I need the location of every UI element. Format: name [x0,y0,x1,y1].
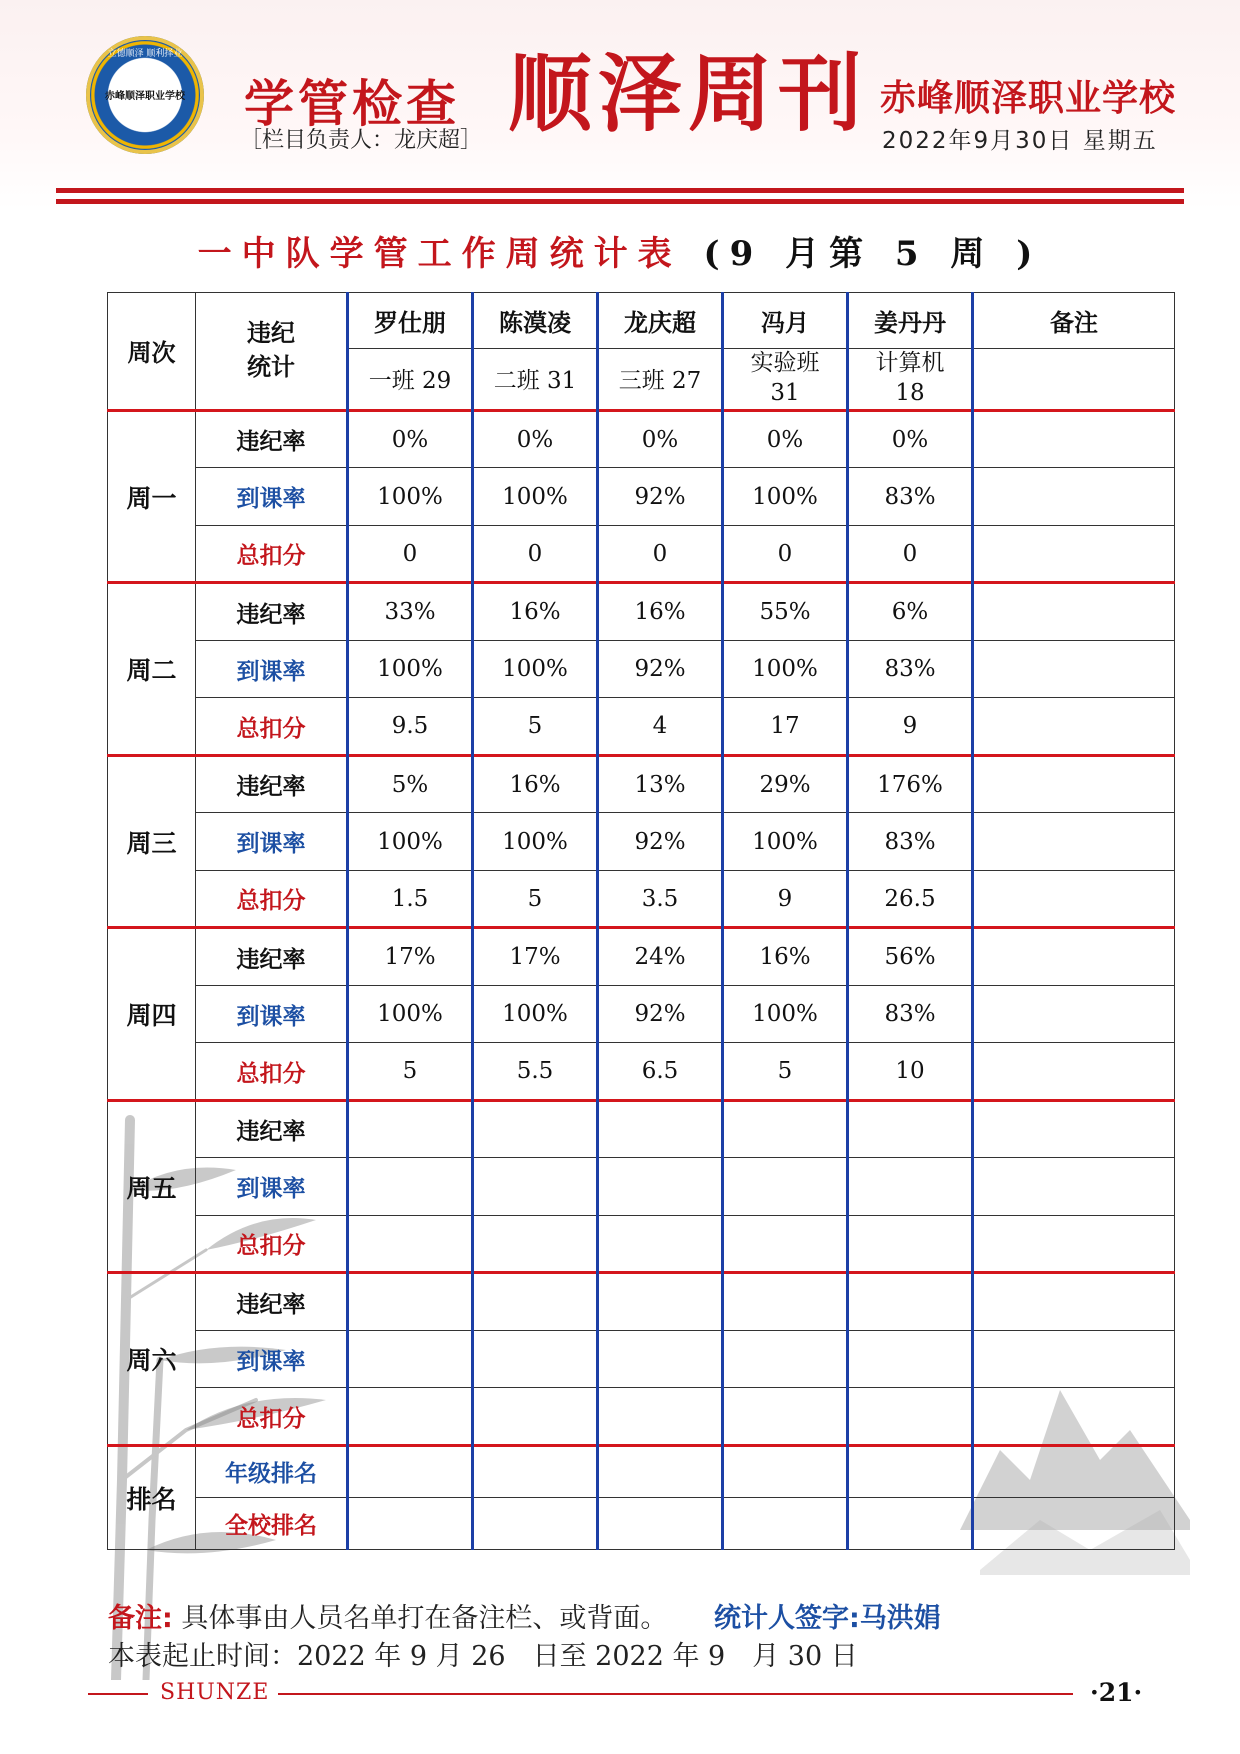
value-cell: 5% [348,755,473,813]
value-cell: 100% [473,985,598,1043]
leader-3: 龙庆超 [598,293,723,349]
remark-cell [973,640,1175,698]
note-text: 具体事由人员名单打在备注栏、或背面。 [181,1603,668,1634]
value-cell: 100% [473,813,598,871]
header-rule-bottom [56,199,1184,204]
day-row [108,813,1175,871]
class-3: 三班 27 [598,349,723,411]
magazine-title: 顺泽周刊 [508,44,869,143]
value-cell [348,1388,473,1446]
value-cell [473,1273,598,1331]
metric-label: 总扣分 [196,1388,348,1446]
value-cell: 0% [473,410,598,468]
remark-cell [973,985,1175,1043]
value-cell: 5 [473,698,598,756]
value-cell [348,1497,473,1549]
value-cell: 100% [348,985,473,1043]
footer-rule-left [88,1693,148,1695]
value-cell [348,1100,473,1158]
value-cell [848,1497,973,1549]
value-cell: 83% [848,985,973,1043]
metric-label: 总扣分 [196,870,348,928]
ranking-row [108,1445,1175,1497]
value-cell [723,1100,848,1158]
logo-motto: 立德顺泽 顺利择业 [107,49,183,59]
value-cell: 13% [598,755,723,813]
value-cell [598,1100,723,1158]
value-cell: 176% [848,755,973,813]
day-row [108,525,1175,583]
value-cell: 6.5 [598,1043,723,1101]
value-cell: 5.5 [473,1043,598,1101]
value-cell [598,1497,723,1549]
metric-label: 总扣分 [196,525,348,583]
day-rows [108,410,1175,1549]
class-1: 一班 29 [348,349,473,411]
value-cell: 100% [723,640,848,698]
day-row [108,1330,1175,1388]
table-title [0,226,1240,275]
value-cell [598,1388,723,1446]
issue-date: 2022年9月30日 星期五 [882,128,1158,154]
value-cell: 0 [723,525,848,583]
value-cell: 16% [598,583,723,641]
note-label: 备注: [108,1603,173,1634]
value-cell [598,1273,723,1331]
day-row [108,410,1175,468]
remark-cell [973,1497,1175,1549]
value-cell [848,1330,973,1388]
value-cell: 0 [598,525,723,583]
class-5: 计算机 18 [848,349,973,411]
value-cell: 33% [348,583,473,641]
remark-cell [973,698,1175,756]
value-cell: 0 [348,525,473,583]
header-rule-top [56,188,1184,193]
week-header: 周次 [108,293,196,411]
value-cell: 0% [848,410,973,468]
value-cell [848,1273,973,1331]
metric-label: 到课率 [196,1330,348,1388]
day-row [108,928,1175,986]
day-row [108,1158,1175,1216]
value-cell [473,1445,598,1497]
metric-label: 到课率 [196,813,348,871]
day-row [108,583,1175,641]
value-cell: 0 [473,525,598,583]
remark-cell [973,468,1175,526]
metric-label: 总扣分 [196,698,348,756]
footer-rule-right [278,1693,1073,1695]
value-cell: 55% [723,583,848,641]
metric-label: 违纪率 [196,755,348,813]
table-title-week: (9 月第 5 周 ) [703,234,1043,274]
value-cell: 17% [348,928,473,986]
day-row [108,640,1175,698]
day-row [108,468,1175,526]
value-cell [473,1497,598,1549]
value-cell: 100% [723,813,848,871]
day-label: 周六 [108,1273,196,1446]
value-cell [723,1273,848,1331]
metric-label: 违纪率 [196,583,348,641]
value-cell: 3.5 [598,870,723,928]
remark-cell [973,755,1175,813]
value-cell [598,1445,723,1497]
metric-label: 违纪率 [196,1100,348,1158]
leader-2: 陈漠凌 [473,293,598,349]
value-cell: 16% [473,755,598,813]
value-cell: 5 [348,1043,473,1101]
day-row [108,1043,1175,1101]
ranking-type: 年级排名 [196,1445,348,1497]
value-cell: 26.5 [848,870,973,928]
remark-cell [973,1043,1175,1101]
value-cell [723,1388,848,1446]
ranking-label: 排名 [108,1445,196,1549]
value-cell: 92% [598,468,723,526]
value-cell [473,1330,598,1388]
value-cell: 16% [473,583,598,641]
signer: 统计人签字:马洪娟 [714,1603,941,1634]
day-row [108,1100,1175,1158]
leader-1: 罗仕朋 [348,293,473,349]
table-title-text: 一中队学管工作周统计表 [197,234,682,274]
remark-cell [973,1215,1175,1273]
value-cell: 83% [848,468,973,526]
leader-4: 冯月 [723,293,848,349]
value-cell: 6% [848,583,973,641]
value-cell: 100% [348,468,473,526]
value-cell [848,1215,973,1273]
value-cell [348,1330,473,1388]
remark-cell [973,583,1175,641]
day-row [108,1215,1175,1273]
remark-cell [973,1273,1175,1331]
remark-header: 备注 [973,293,1175,349]
value-cell [723,1215,848,1273]
column-editor: ［栏目负责人：龙庆超］ [240,128,483,153]
remark-subheader [973,349,1175,411]
value-cell: 100% [473,640,598,698]
metric-label: 到课率 [196,468,348,526]
ranking-type: 全校排名 [196,1497,348,1549]
value-cell [723,1330,848,1388]
value-cell: 9.5 [348,698,473,756]
metric-label: 到课率 [196,640,348,698]
value-cell: 0 [848,525,973,583]
day-row [108,985,1175,1043]
period-text: 本表起止时间：2022 年 9 月 26 日至 2022 年 9 月 30 日 [108,1641,858,1672]
value-cell: 92% [598,813,723,871]
day-label: 周二 [108,583,196,756]
value-cell: 92% [598,640,723,698]
value-cell [848,1158,973,1216]
logo-school-name: 赤峰顺泽职业学校 [105,91,185,102]
value-cell: 5 [473,870,598,928]
value-cell: 100% [348,640,473,698]
value-cell: 16% [723,928,848,986]
value-cell [473,1388,598,1446]
brand-mark: SHUNZE [160,1680,270,1705]
value-cell: 17 [723,698,848,756]
value-cell: 100% [473,468,598,526]
value-cell [348,1215,473,1273]
school-name: 赤峰顺泽职业学校 [880,78,1177,119]
remark-cell [973,1330,1175,1388]
value-cell [598,1158,723,1216]
value-cell [848,1445,973,1497]
value-cell: 1.5 [348,870,473,928]
value-cell: 5 [723,1043,848,1101]
value-cell [848,1100,973,1158]
remark-cell [973,1100,1175,1158]
metric-label: 总扣分 [196,1043,348,1101]
remark-cell [973,870,1175,928]
remark-cell [973,1388,1175,1446]
remark-cell [973,928,1175,986]
remark-cell [973,525,1175,583]
value-cell [598,1215,723,1273]
value-cell: 17% [473,928,598,986]
remark-cell [973,813,1175,871]
class-4: 实验班 31 [723,349,848,411]
remark-cell [973,1158,1175,1216]
day-row [108,698,1175,756]
value-cell: 24% [598,928,723,986]
value-cell [473,1158,598,1216]
value-cell: 100% [723,468,848,526]
value-cell: 83% [848,640,973,698]
value-cell [848,1388,973,1446]
value-cell [723,1445,848,1497]
metric-label: 总扣分 [196,1215,348,1273]
ranking-row [108,1497,1175,1549]
day-row [108,1273,1175,1331]
day-label: 周三 [108,755,196,928]
day-label: 周一 [108,410,196,583]
stat-header: 违纪统计 [196,293,348,411]
value-cell [723,1158,848,1216]
value-cell: 0% [598,410,723,468]
value-cell [473,1215,598,1273]
metric-label: 到课率 [196,985,348,1043]
day-label: 周五 [108,1100,196,1273]
value-cell: 100% [723,985,848,1043]
day-row [108,870,1175,928]
day-row [108,755,1175,813]
value-cell: 0% [723,410,848,468]
metric-label: 违纪率 [196,410,348,468]
value-cell: 9 [723,870,848,928]
footer-note [108,1596,941,1635]
value-cell [348,1445,473,1497]
column-title: 学管检查 [244,75,460,133]
value-cell: 56% [848,928,973,986]
value-cell: 100% [348,813,473,871]
value-cell: 4 [598,698,723,756]
value-cell: 29% [723,755,848,813]
remark-cell [973,410,1175,468]
value-cell [723,1497,848,1549]
value-cell: 0% [348,410,473,468]
value-cell [348,1158,473,1216]
metric-label: 违纪率 [196,928,348,986]
remark-cell [973,1445,1175,1497]
metric-label: 违纪率 [196,1273,348,1331]
value-cell: 92% [598,985,723,1043]
page-number: ·21· [1090,1678,1143,1707]
metric-label: 到课率 [196,1158,348,1216]
day-label: 周四 [108,928,196,1101]
day-row [108,1388,1175,1446]
class-2: 二班 31 [473,349,598,411]
value-cell: 10 [848,1043,973,1101]
leader-5: 姜丹丹 [848,293,973,349]
weekly-stats-table [107,292,1175,1550]
value-cell [348,1273,473,1331]
value-cell: 9 [848,698,973,756]
value-cell [473,1100,598,1158]
value-cell: 83% [848,813,973,871]
value-cell [598,1330,723,1388]
